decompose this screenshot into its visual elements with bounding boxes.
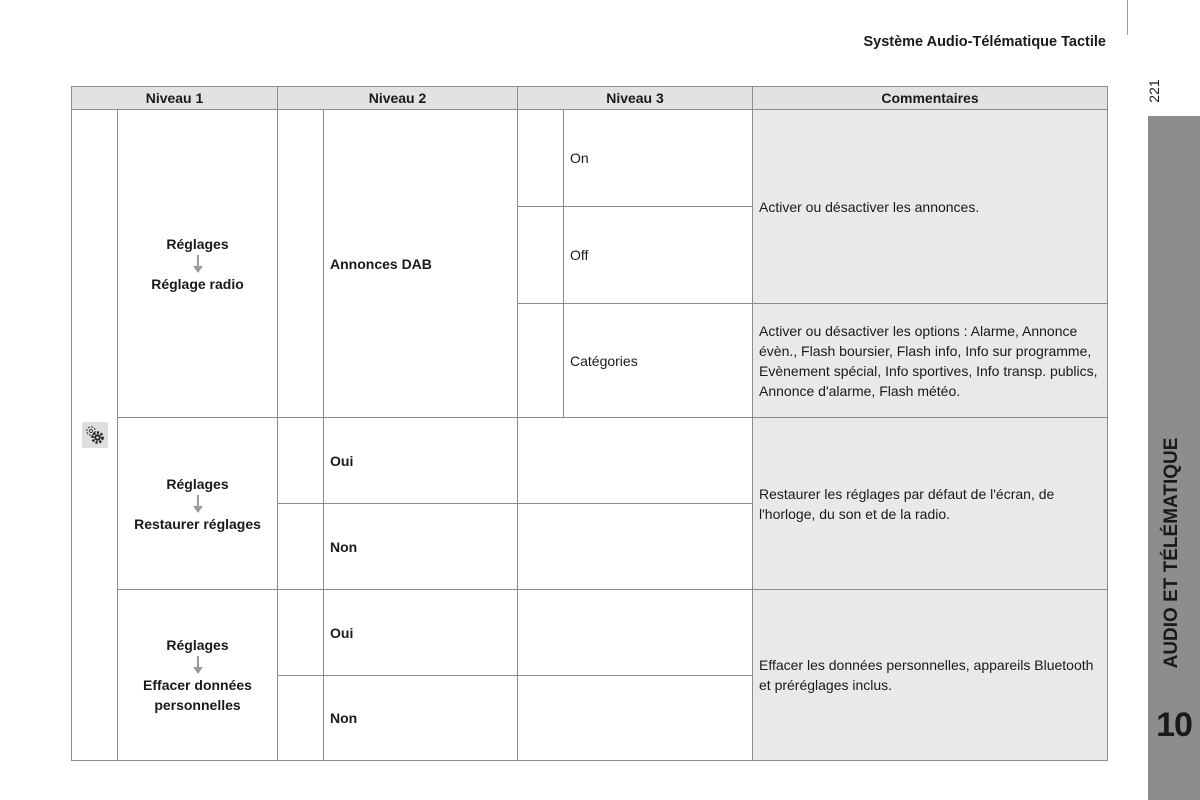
level2-spacer xyxy=(278,110,324,418)
header-rule xyxy=(1127,0,1128,35)
level3-empty xyxy=(518,418,753,504)
settings-gear-icon xyxy=(82,422,108,448)
comment-annonces: Activer ou désactiver les annonces. xyxy=(753,110,1108,304)
level1-reglage-radio xyxy=(118,110,278,418)
level2-oui: Oui xyxy=(324,418,518,504)
arrow-down-icon xyxy=(192,494,204,514)
level3-spacer xyxy=(518,110,564,207)
header-niveau-2: Niveau 2 xyxy=(278,87,518,110)
section-title: AUDIO ET TÉLÉMATIQUE xyxy=(1161,437,1182,669)
level1-label-bottom: Réglage radio xyxy=(151,275,244,292)
level3-spacer xyxy=(518,304,564,418)
level1-label-bottom: Restaurer réglages xyxy=(134,515,261,532)
level3-on: On xyxy=(564,110,753,207)
level1-label-bottom: Effacer données personnelles xyxy=(143,677,252,713)
level2-spacer xyxy=(278,504,324,590)
level1-effacer-donnees xyxy=(118,590,278,761)
chapter-number: 10 xyxy=(1156,706,1192,744)
comment-restaurer: Restaurer les réglages par défaut de l'écran, de l'horloge, du son et de la radio. xyxy=(753,418,1108,590)
level2-non: Non xyxy=(324,676,518,761)
table-row xyxy=(72,418,1108,504)
comment-categories: Activer ou désactiver les options : Alarme, Annonce évèn., Flash boursier, Flash info, Info sur programme, Evènement spécial, Info sportives, Info transp. publics, Annonce d'alarme, Flash météo. xyxy=(753,304,1108,418)
level1-label-top: Réglages xyxy=(166,637,229,653)
level3-categories: Catégories xyxy=(564,304,753,418)
arrow-down-icon xyxy=(192,254,204,274)
level1-restaurer-reglages xyxy=(118,418,278,590)
level3-empty xyxy=(518,676,753,761)
level3-empty xyxy=(518,590,753,676)
level2-spacer xyxy=(278,418,324,504)
header-niveau-1: Niveau 1 xyxy=(72,87,278,110)
level1-label-top: Réglages xyxy=(166,475,229,492)
level3-empty xyxy=(518,504,753,590)
header-niveau-3: Niveau 3 xyxy=(518,87,753,110)
table-row xyxy=(72,590,1108,676)
level2-spacer xyxy=(278,590,324,676)
icon-cell xyxy=(72,110,118,761)
arrow-down-icon xyxy=(192,655,204,675)
header-commentaires: Commentaires xyxy=(753,87,1108,110)
document-title: Système Audio-Télématique Tactile xyxy=(863,34,1106,50)
level2-oui: Oui xyxy=(324,590,518,676)
level1-label-top: Réglages xyxy=(166,235,229,252)
page-number: 221 xyxy=(1146,79,1162,103)
level2-non: Non xyxy=(324,504,518,590)
settings-table xyxy=(71,86,1108,761)
level2-annonces-dab: Annonces DAB xyxy=(324,110,518,418)
level3-spacer xyxy=(518,207,564,304)
comment-effacer: Effacer les données personnelles, appareils Bluetooth et préréglages inclus. xyxy=(753,590,1108,761)
level2-spacer xyxy=(278,676,324,761)
level3-off: Off xyxy=(564,207,753,304)
table-header-row xyxy=(72,87,1108,110)
table-row xyxy=(72,110,1108,207)
